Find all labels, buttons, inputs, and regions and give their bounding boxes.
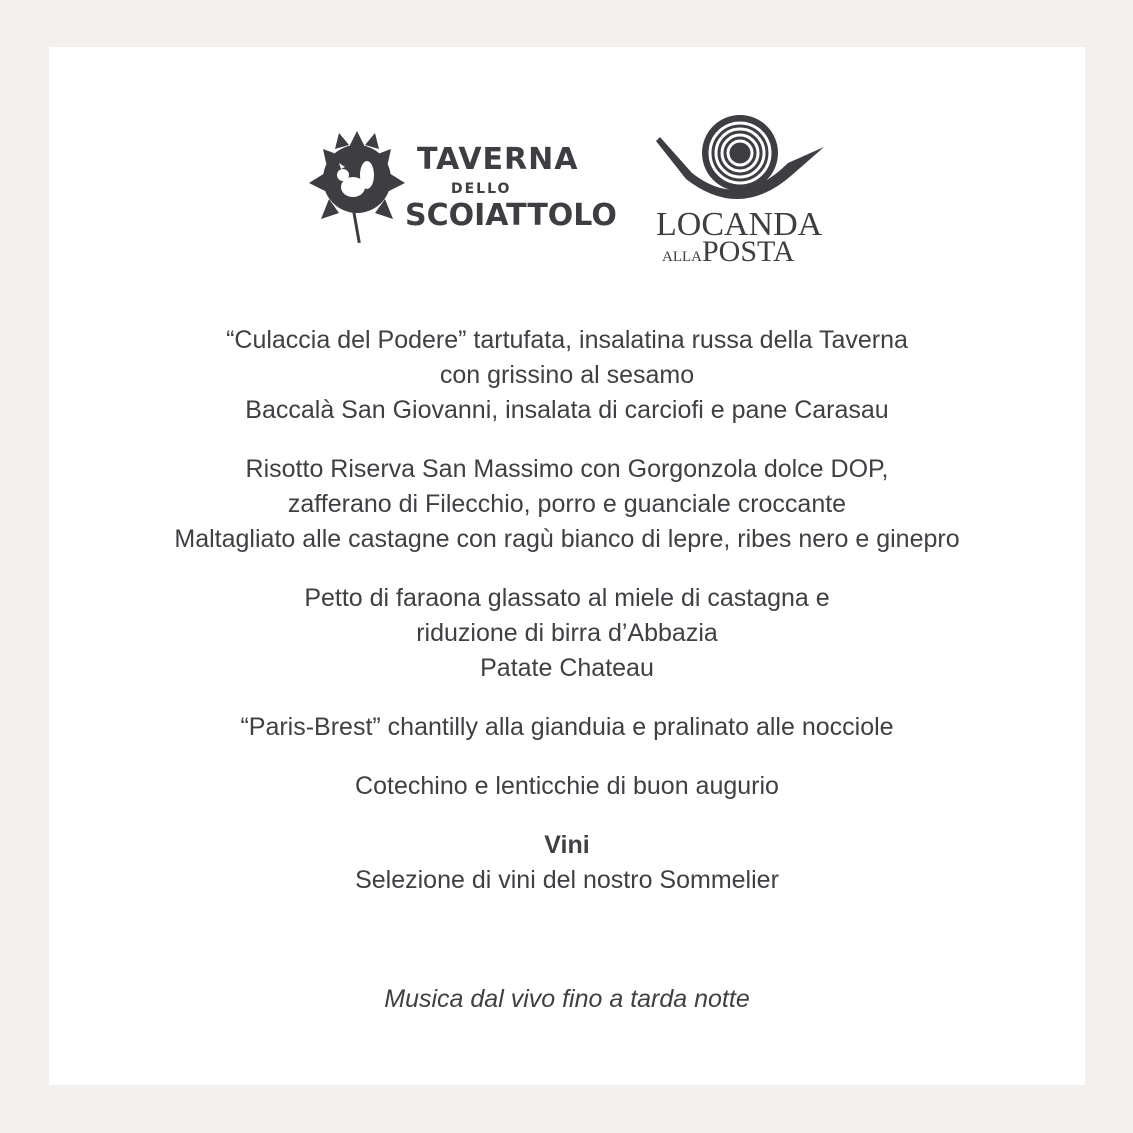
locanda-alla-posta-logo (652, 113, 832, 267)
locanda-logo-line2b: POSTA (702, 235, 795, 268)
menu-line: Patate Chateau (480, 654, 654, 682)
menu-line: Risotto Riserva San Massimo con Gorgonzola dolce DOP, (245, 455, 889, 483)
course-dolce (49, 710, 1085, 745)
vini-text: Selezione di vini del nostro Sommelier (355, 866, 779, 894)
menu-card (49, 47, 1085, 1085)
logos-row (49, 47, 1085, 287)
taverna-logo-line3: SCOIATTOLO (405, 198, 617, 233)
menu-line: Baccalà San Giovanni, insalata di carciofi e pane Carasau (245, 396, 889, 424)
course-secondi (49, 581, 1085, 686)
menu-line: “Culaccia del Podere” tartufata, insalatina russa della Taverna (226, 326, 908, 354)
taverna-logo-line1: TAVERNA (417, 142, 579, 177)
footer-note: Musica dal vivo fino a tarda notte (384, 985, 750, 1013)
course-primi (49, 452, 1085, 557)
menu-line: Petto di faraona glassato al miele di castagna e (304, 584, 830, 612)
course-vini (49, 828, 1085, 898)
course-mezzanotte (49, 769, 1085, 804)
locanda-logo-line1: LOCANDA (656, 206, 823, 243)
course-antipasti (49, 323, 1085, 428)
taverna-dello-scoiattolo-logo (305, 127, 617, 247)
menu-line: riduzione di birra d’Abbazia (416, 619, 718, 647)
menu-line: zafferano di Filecchio, porro e guanciale croccante (287, 490, 847, 518)
locanda-logo-line2a: ALLA (662, 249, 702, 265)
menu-line: con grissino al sesamo (439, 361, 695, 389)
menu-line: Maltagliato alle castagne con ragù bianco di lepre, ribes nero e ginepro (174, 525, 960, 553)
post-horn-icon (656, 115, 824, 199)
taverna-logo-line2: DELLO (451, 181, 512, 197)
menu-line: “Paris-Brest” chantilly alla gianduia e pralinato alle nocciole (240, 713, 894, 741)
vini-title: Vini (544, 831, 590, 859)
menu-line: Cotechino e lenticchie di buon augurio (355, 772, 779, 800)
menu-list (49, 323, 1085, 922)
